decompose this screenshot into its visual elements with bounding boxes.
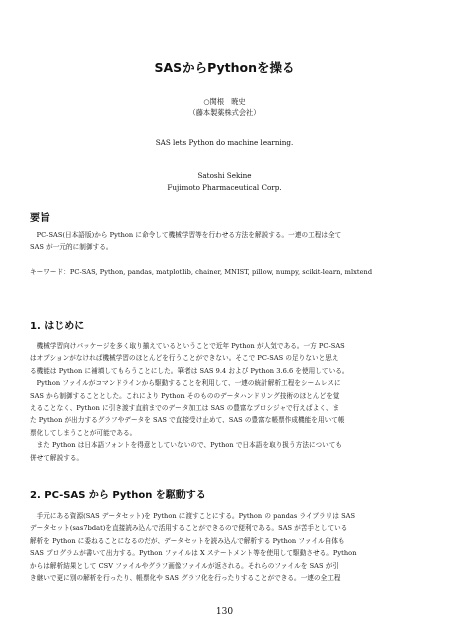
author-name-jp: ○関根 暁史 (203, 97, 246, 106)
keywords-line: キーワード：PC-SAS, Python, pandas, matplotlib, chainer, MNIST, pillow, numpy, scikit-learn, mlxtend (30, 268, 373, 276)
body-line: また Python は日本語フォントを得意としていないので、Python で日本語を取り扱う方法についても (36, 441, 343, 450)
body-line: からは解析結果として CSV ファイルやグラフ画像ファイルが返される。それらのファイルを SAS が引 (30, 561, 339, 570)
keywords (30, 266, 422, 278)
body-line: データセット(sas7bdat)を直接読み込んで活用することができるので便利である。SAS が苦手としている (30, 524, 348, 533)
body-line: 併せて解説する。 (30, 453, 84, 462)
body-line: 機械学習向けパッケージを多く取り揃えているということで近年 Python が人気である。一方 PC-SAS (36, 342, 345, 350)
author-block-jp (0, 96, 449, 118)
body-line: SAS プログラムが書いて出力する。Python ファイルは X ステートメント等を使用して駆動させる。Python (30, 549, 357, 558)
abstract-line: SAS が一元的に制御する。 (30, 243, 113, 252)
body-line: はオプションがなければ機械学習のほとんどを行うことができない。そこで PC-SAS の足りないと思え (30, 354, 339, 363)
abstract-line: PC-SAS(日本語版)から Python に命令して機械学習等を行わせる方法を解説する。一連の工程は全て (36, 231, 342, 239)
body-line: た Python が出力するグラフやデータを SAS で直接受け止めて、SAS の豊富な帳票作成機能を用いて帳 (30, 416, 345, 425)
affiliation-en: Fujimoto Pharmaceutical Corp. (167, 183, 282, 192)
section-2-heading: 2. PC-SAS から Python を駆動する (30, 490, 206, 501)
page-number: 130 (215, 607, 234, 617)
body-line: 手元にある資源(SAS データセット)を Python に渡すことにする。Python の pandas ライブラリは SAS (36, 512, 356, 520)
affiliation-jp: （藤本製薬株式会社） (188, 108, 261, 117)
body-line: えることなく、Python に引き渡す直前までのデータ加工は SAS の豊富なプロシジャで行えばよく、ま (30, 404, 340, 413)
paper-title: SASからPythonを操る (154, 60, 295, 75)
body-line: き継いで更に別の解析を行ったり、帳票化や SAS グラフ化を行ったりすることができる。一連の全工程 (30, 574, 341, 583)
body-line: Python ファイルがコマンドラインから駆動することを利用して、一連の統計解析工程をシームレスに (36, 379, 341, 388)
body-line: 票化してしまうことが可能である。 (30, 428, 137, 437)
author-block-en (0, 170, 449, 194)
english-title: SAS lets Python do machine learning. (155, 138, 294, 147)
section-2-body (30, 510, 422, 584)
author-name-en: Satoshi Sekine (197, 171, 252, 180)
body-line: 解析を Python に委ねることになるのだが、データセットを読み込んで解析する Python ファイル自体も (30, 536, 345, 545)
section-1-heading: 1. はじめに (30, 321, 85, 332)
body-line: SAS から制御することとした。これにより Python そのもののデータハンドリング技術のほとんどを覚 (30, 391, 340, 400)
section-1-body (30, 340, 422, 464)
body-line: る機能は Python に補填してもらうことにした。筆者は SAS 9.4 および Python 3.6.6 を使用している。 (30, 366, 349, 375)
abstract-text (30, 229, 422, 254)
abstract-heading: 要旨 (30, 213, 50, 224)
